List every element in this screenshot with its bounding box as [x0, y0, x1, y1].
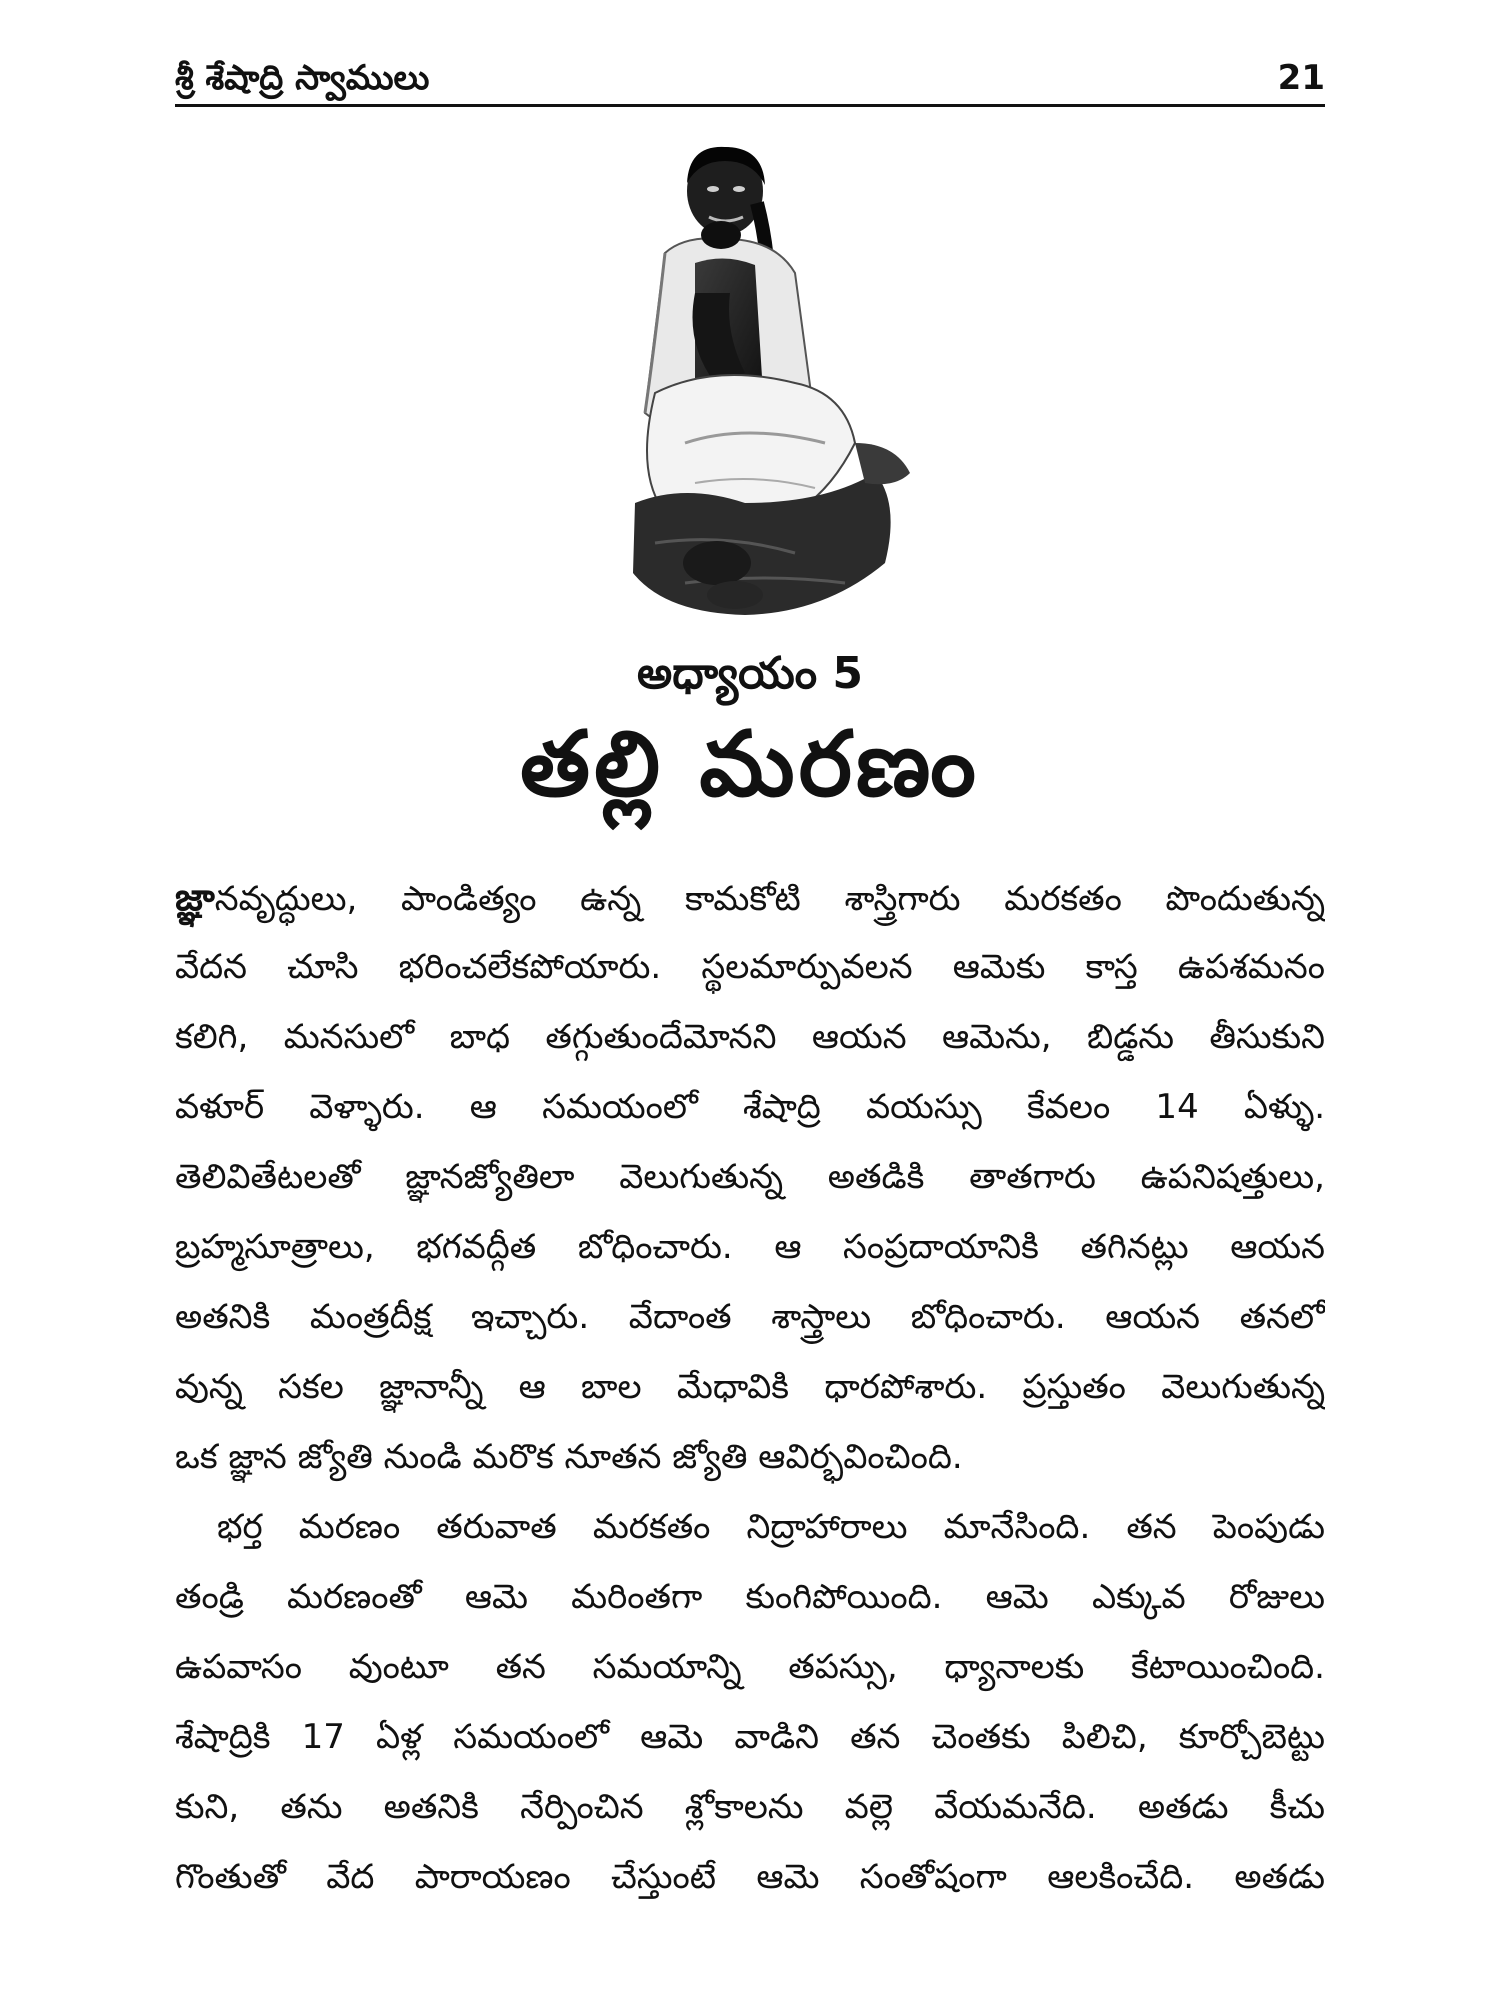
page-number: 21 [1277, 58, 1325, 98]
text-line: వేదన చూసి భరించలేకపోయారు. స్థలమార్పువలన ఆమెకు కాస్త ఉపశమనం [175, 947, 1325, 987]
text-line: జ్ఞానవృద్ధులు, పాండిత్యం ఉన్న కామకోటి శాస్త్రిగారు మరకతం పొందుతున్న [175, 875, 1325, 919]
text-line: భర్త మరణం తరువాత మరకతం నిద్రాహారాలు మానేసింది. తన పెంపుడు [217, 1507, 1325, 1547]
chapter-title: తల్లి మరణం [520, 712, 980, 817]
text-line: ఉపవాసం వుంటూ తన సమయాన్ని తపస్సు, ధ్యానాలకు కేటాయించింది. [175, 1647, 1325, 1687]
text-line: తండ్రి మరణంతో ఆమె మరింతగా కుంగిపోయింది. ఆమె ఎక్కువ రోజులు [175, 1577, 1325, 1617]
text-line: తెలివితేటలతో జ్ఞానజ్యోతిలా వెలుగుతున్న అతడికి తాతగారు ఉపనిషత్తులు, [175, 1157, 1325, 1197]
text-line: అతనికి మంత్రదీక్ష ఇచ్చారు. వేదాంత శాస్త్రాలు బోధించారు. ఆయన తనలో [175, 1297, 1325, 1337]
text-line: శేషాద్రికి 17 ఏళ్ల సమయంలో ఆమె వాడిని తన చెంతకు పిలిచి, కూర్చోబెట్టు [175, 1717, 1325, 1757]
chapter-body [175, 862, 1325, 1912]
sage-portrait-image [625, 143, 915, 621]
book-title: శ్రీ శేషాద్రి స్వాములు [175, 58, 430, 98]
text-line: ఒక జ్ఞాన జ్యోతి నుండి మరొక నూతన జ్యోతి ఆవిర్భవించింది. [175, 1437, 963, 1477]
text-line: కలిగి, మనసులో బాధ తగ్గుతుందేమోనని ఆయన ఆమెను, బిడ్డను తీసుకుని [175, 1017, 1325, 1057]
running-header [175, 52, 1325, 107]
text-line: కుని, తను అతనికి నేర్పించిన శ్లోకాలను వల్లె వేయమనేది. అతడు కీచు [175, 1787, 1325, 1827]
text-line: వున్న సకల జ్ఞానాన్నీ ఆ బాల మేధావికి ధారపోశారు. ప్రస్తుతం వెలుగుతున్న [175, 1367, 1325, 1407]
text-line: వళూర్ వెళ్ళారు. ఆ సమయంలో శేషాద్రి వయస్సు కేవలం 14 ఏళ్ళు. [175, 1087, 1325, 1127]
text-line: గొంతుతో వేద పారాయణం చేస్తుంటే ఆమె సంతోషంగా ఆలకించేది. అతడు [175, 1857, 1325, 1897]
text-line: బ్రహ్మసూత్రాలు, భగవద్గీత బోధించారు. ఆ సంప్రదాయానికి తగినట్లు ఆయన [175, 1227, 1325, 1267]
drop-word: జ్ఞా [175, 875, 215, 919]
chapter-label: అధ్యాయం 5 [637, 648, 863, 699]
